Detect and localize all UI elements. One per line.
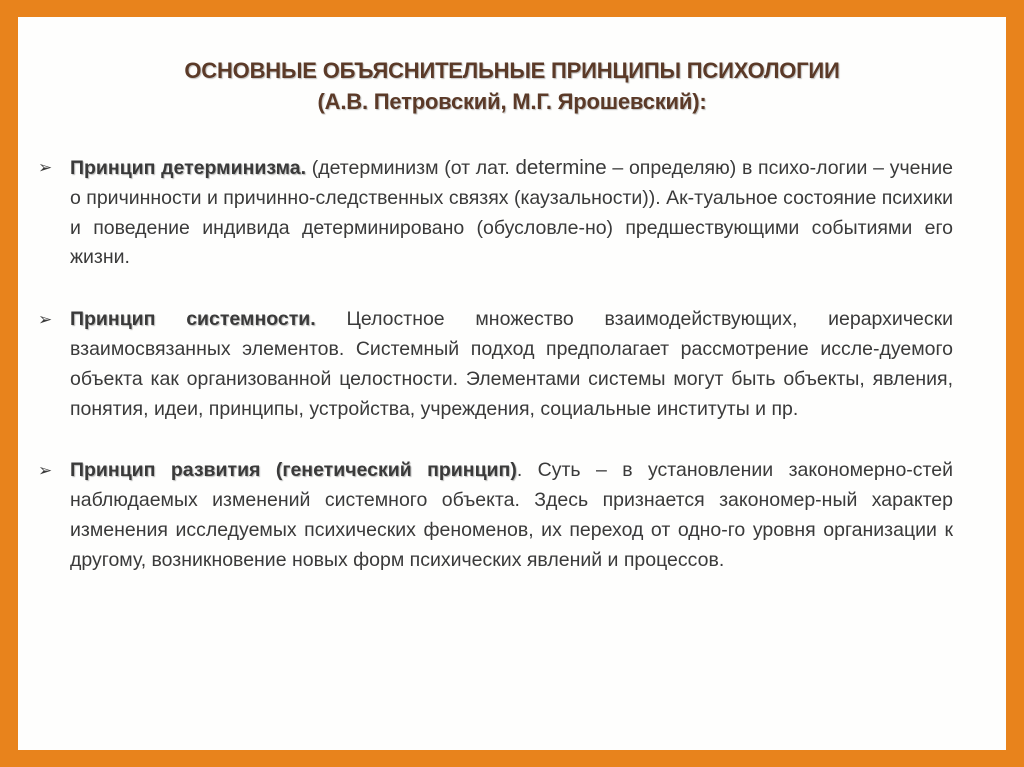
principle-text: Целостное множество взаимодействующих, иерархически взаимосвязанных элементов. Системный подход предполагает рассмотрение иссле-дуемого объекта как организованной целостности. Элементами системы могут быть объекты, явления, понятия, идеи, принципы, устройства, учреждения, социальные институты и пр.: [70, 308, 953, 420]
arrow-bullet-icon: ➢: [38, 461, 53, 481]
principle-text-part: – определяю) в психо-логии – учение о причинности и причинно-следственных связях (каузальности)). Ак-туальное состояние психики и поведение индивида детерминировано (обусловле-но) предшествующими событиями его жизни.: [70, 157, 953, 269]
principle-term: Принцип детерминизма.: [70, 157, 306, 179]
title-line-2: (А.В. Петровский, М.Г. Ярошевский):: [317, 89, 707, 114]
title-line-1: ОСНОВНЫЕ ОБЪЯСНИТЕЛЬНЫЕ ПРИНЦИПЫ ПСИХОЛОГИИ: [184, 58, 840, 83]
latin-word: determine: [515, 156, 607, 179]
principle-development: [38, 456, 953, 575]
slide: [18, 17, 1006, 750]
principle-text: . Суть – в установлении закономерно-стей наблюдаемых изменений системного объекта. Здесь признается закономер-ный характер изменения исследуемых психических феноменов, их переход от одно-го уровня организации к другому, возникновение новых форм психических явлений и процессов.: [70, 459, 953, 571]
principle-text-part: (детерминизм (от лат.: [306, 157, 516, 179]
principle-term: Принцип развития (генетический принцип): [70, 459, 517, 482]
principle-determinism: [38, 153, 953, 273]
principle-term: Принцип системности.: [70, 308, 316, 331]
principle-systemic: [38, 305, 953, 424]
slide-title: [18, 55, 1006, 117]
arrow-bullet-icon: ➢: [38, 158, 53, 177]
arrow-bullet-icon: ➢: [38, 310, 53, 330]
principles-list: [38, 153, 953, 576]
